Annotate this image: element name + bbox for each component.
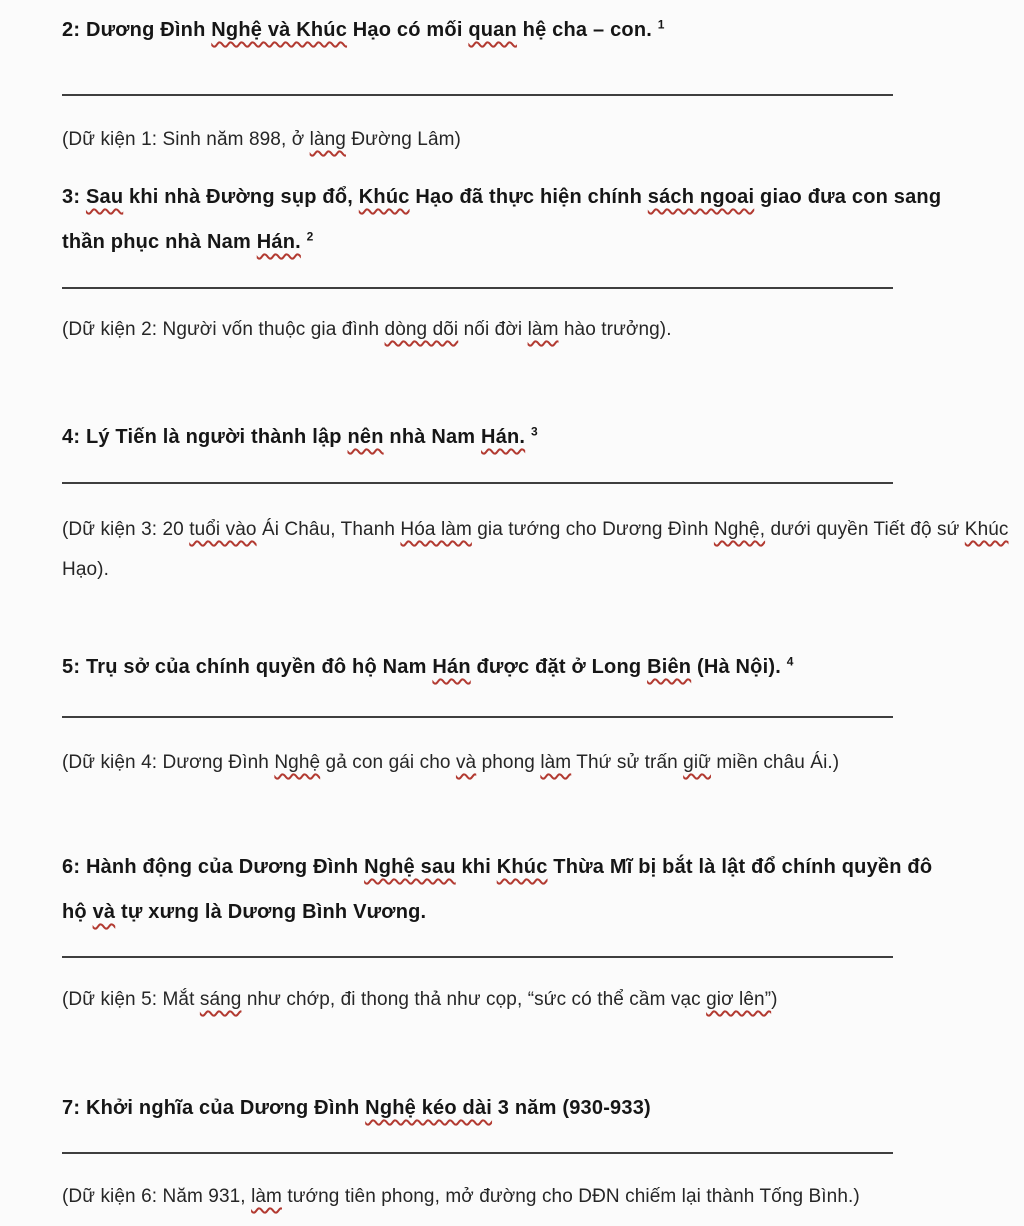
statement-text: 6: Hành động của Dương Đình Nghệ sau khi Khúc Thừa Mĩ bị bắt là lật đổ chính quyền đô hộ và tự xưng là Dương Bình Vương. [62, 856, 933, 923]
answer-blank-line [62, 94, 893, 96]
answer-blank-line [62, 956, 893, 958]
fact-text: (Dữ kiện 4: Dương Đình Nghệ gả con gái cho và phong làm Thứ sử trấn giữ miền châu Ái.) [62, 752, 840, 773]
answer-blank-line [62, 287, 893, 289]
statement-text: 4: Lý Tiến là người thành lập nên nhà Nam Hán. $^3$ [62, 424, 538, 448]
statement-text: 3: Sau khi nhà Đường sụp đổ, Khúc Hạo đã thực hiện chính sách ngoai giao đưa con sang thần phục nhà Nam Hán. $^2$ [62, 186, 942, 253]
fact-text: (Dữ kiện 5: Mắt sáng như chớp, đi thong thả như cọp, “sức có thể cầm vạc giơ lên”) [62, 989, 778, 1010]
answer-blank-line [62, 482, 893, 484]
answer-blank-line [62, 716, 893, 718]
fact-text: (Dữ kiện 2: Người vốn thuộc gia đình dòng dõi nối đời làm hào trưởng). [62, 319, 672, 340]
statement-text: 7: Khởi nghĩa của Dương Đình Nghệ kéo dài 3 năm (930-933) [62, 1097, 651, 1119]
fact-text: (Dữ kiện 1: Sinh năm 898, ở làng Đường Lâm) [62, 129, 461, 150]
fact-text: (Dữ kiện 3: 20 tuổi vào Ái Châu, Thanh Hóa làm gia tướng cho Dương Đình Nghệ, dưới quyền Tiết độ sứ Khúc Hạo). [62, 519, 1009, 580]
statement-text: 5: Trụ sở của chính quyền đô hộ Nam Hán được đặt ở Long Biên (Hà Nội). $^4$ [62, 654, 794, 678]
fact-text: (Dữ kiện 6: Năm 931, làm tướng tiên phong, mở đường cho DĐN chiếm lại thành Tống Bình.) [62, 1186, 860, 1207]
answer-blank-line [62, 1152, 893, 1154]
statement-text: 2: Dương Đình Nghệ và Khúc Hạo có mối quan hệ cha – con. $^1$ [62, 17, 665, 41]
